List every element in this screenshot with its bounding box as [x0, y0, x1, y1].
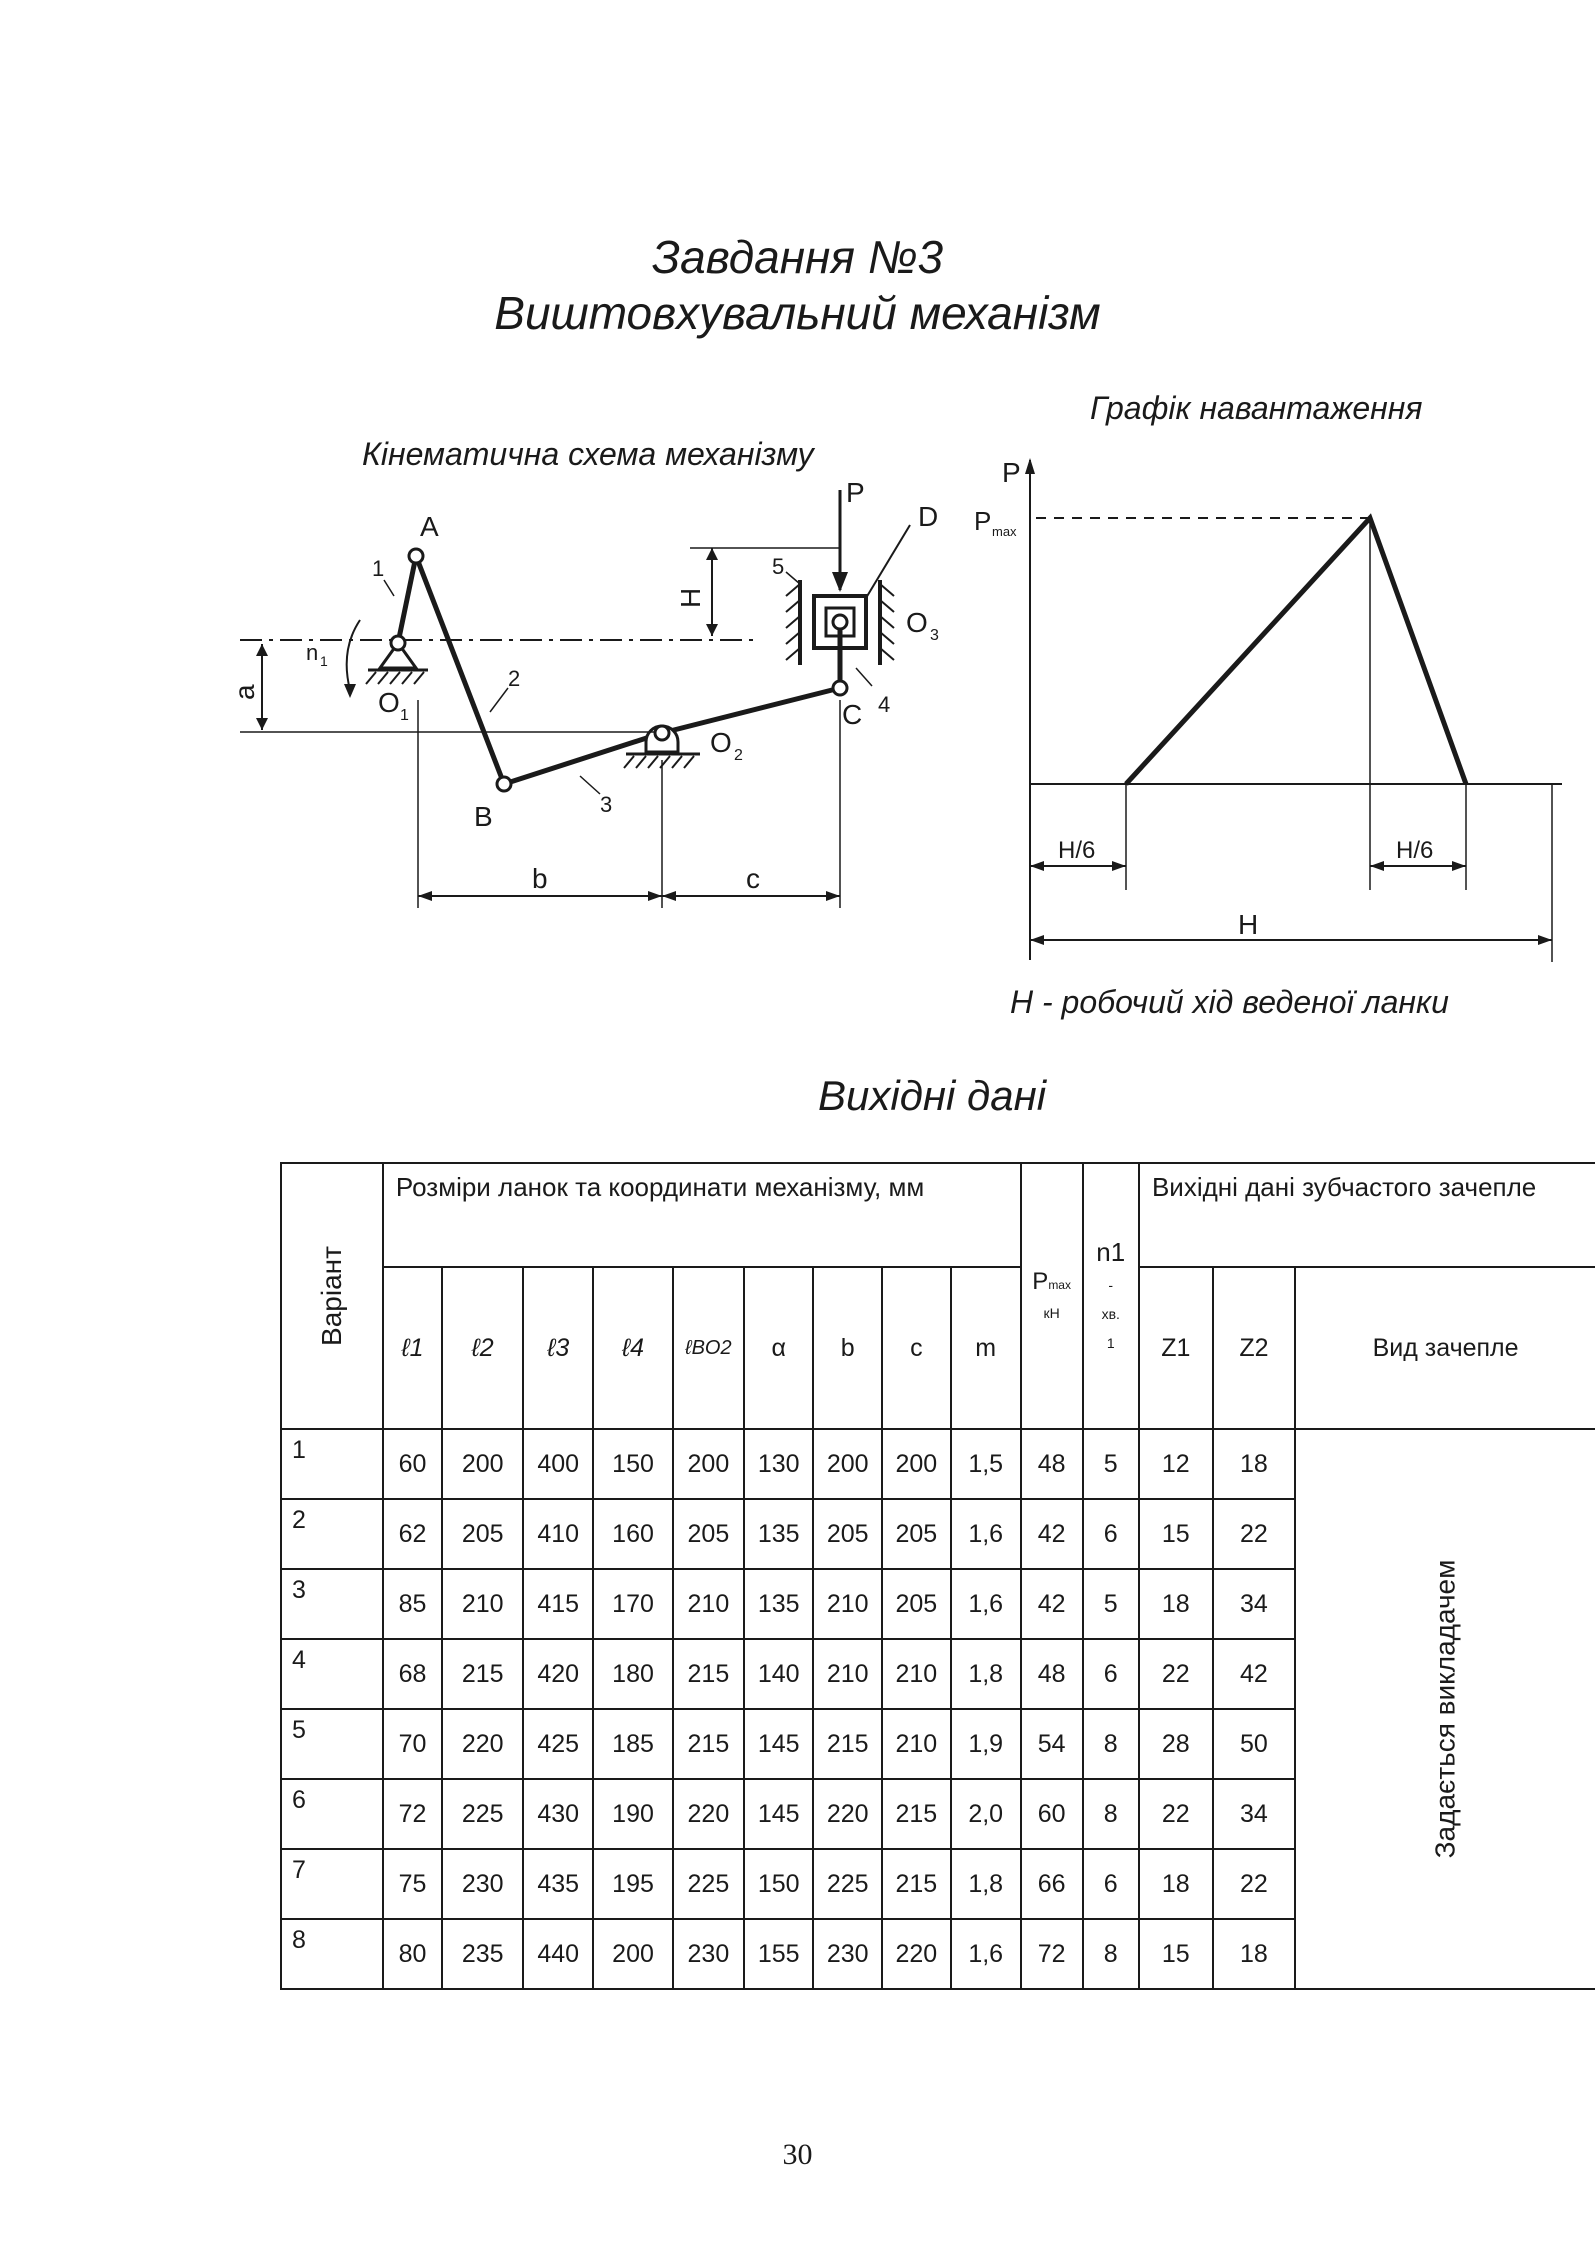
header-l2: ℓ2 [442, 1267, 523, 1429]
table-title: Вихідні дані [818, 1072, 1047, 1119]
data-cell: 1,8 [951, 1639, 1021, 1709]
data-cell: 1,6 [951, 1919, 1021, 1989]
data-cell: 205 [673, 1499, 744, 1569]
kind-value: Задається викладачем [1429, 1559, 1461, 1859]
data-cell: 5 [1083, 1569, 1139, 1639]
data-cell: 205 [882, 1499, 951, 1569]
label-o2-sub: 2 [734, 747, 743, 764]
data-cell: 215 [673, 1639, 744, 1709]
data-cell: 160 [593, 1499, 672, 1569]
header-c: c [882, 1267, 951, 1429]
data-cell: 130 [744, 1429, 813, 1499]
data-cell: 215 [882, 1849, 951, 1919]
data-cell: 230 [673, 1919, 744, 1989]
header-variant: Варіант [281, 1163, 383, 1429]
data-cell: 68 [383, 1639, 442, 1709]
header-group-dims: Розміри ланок та координати механізму, мм [383, 1163, 1021, 1267]
chart-dim-left: H/6 [1058, 837, 1096, 864]
data-cell: 66 [1021, 1849, 1083, 1919]
kind-merged-cell [1295, 1429, 1595, 1989]
table-row [281, 1429, 1595, 1499]
data-cell: 225 [673, 1849, 744, 1919]
data-cell: 34 [1213, 1779, 1295, 1849]
variant-cell: 1 [281, 1429, 383, 1499]
data-cell: 22 [1213, 1849, 1295, 1919]
data-cell: 205 [813, 1499, 882, 1569]
data-cell: 60 [383, 1429, 442, 1499]
page-subtitle: Виштовхувальний механізм [494, 287, 1101, 339]
label-link-3: 3 [600, 792, 613, 817]
data-cell: 80 [383, 1919, 442, 1989]
data-cell: 145 [744, 1709, 813, 1779]
data-cell: 6 [1083, 1639, 1139, 1709]
data-cell: 425 [523, 1709, 593, 1779]
data-cell: 220 [673, 1779, 744, 1849]
data-cell: 2,0 [951, 1779, 1021, 1849]
header-l1: ℓ1 [383, 1267, 442, 1429]
label-o2: O [710, 727, 732, 758]
data-cell: 1,6 [951, 1499, 1021, 1569]
data-cell: 205 [442, 1499, 523, 1569]
data-cell: 15 [1139, 1499, 1213, 1569]
data-cell: 435 [523, 1849, 593, 1919]
data-cell: 440 [523, 1919, 593, 1989]
data-cell: 1,8 [951, 1849, 1021, 1919]
variant-cell: 4 [281, 1639, 383, 1709]
data-cell: 18 [1213, 1919, 1295, 1989]
data-cell: 8 [1083, 1919, 1139, 1989]
data-cell: 205 [882, 1569, 951, 1639]
data-cell: 170 [593, 1569, 672, 1639]
data-cell: 145 [744, 1779, 813, 1849]
page-title: Завдання №3 [651, 231, 944, 283]
header-group-gear: Вихідні дані зубчастого зачепле [1139, 1163, 1595, 1267]
data-cell: 220 [882, 1919, 951, 1989]
data-cell: 215 [813, 1709, 882, 1779]
data-cell: 5 [1083, 1429, 1139, 1499]
header-l3: ℓ3 [523, 1267, 593, 1429]
label-link-5: 5 [772, 554, 785, 579]
header-n1: n1 - хв. 1 [1083, 1163, 1139, 1429]
data-cell: 48 [1021, 1639, 1083, 1709]
data-cell: 210 [442, 1569, 523, 1639]
data-cell: 200 [673, 1429, 744, 1499]
header-pmax: Pmax кН [1021, 1163, 1083, 1429]
data-cell: 34 [1213, 1569, 1295, 1639]
label-o3: O [906, 607, 928, 638]
label-link-2: 2 [508, 666, 521, 691]
data-cell: 210 [813, 1639, 882, 1709]
data-cell: 48 [1021, 1429, 1083, 1499]
data-cell: 210 [673, 1569, 744, 1639]
data-cell: 220 [442, 1709, 523, 1779]
data-cell: 190 [593, 1779, 672, 1849]
data-cell: 135 [744, 1499, 813, 1569]
data-table [280, 1162, 1595, 1990]
data-cell: 22 [1213, 1499, 1295, 1569]
header-lbo2: ℓBO2 [673, 1267, 744, 1429]
label-b: B [474, 801, 493, 832]
label-h: H [675, 587, 706, 608]
data-cell: 150 [593, 1429, 672, 1499]
data-cell: 1,6 [951, 1569, 1021, 1639]
chart-dim-right: H/6 [1396, 837, 1434, 864]
data-cell: 6 [1083, 1499, 1139, 1569]
header-alpha: α [744, 1267, 813, 1429]
data-cell: 18 [1213, 1429, 1295, 1499]
scheme-caption: Кінематична схема механізму [362, 436, 814, 472]
data-cell: 200 [442, 1429, 523, 1499]
header-l4: ℓ4 [593, 1267, 672, 1429]
data-cell: 70 [383, 1709, 442, 1779]
data-cell: 60 [1021, 1779, 1083, 1849]
chart-dim-total: H [1238, 909, 1259, 940]
data-cell: 235 [442, 1919, 523, 1989]
data-cell: 42 [1021, 1569, 1083, 1639]
label-a-dim: a [229, 684, 260, 700]
data-cell: 210 [882, 1639, 951, 1709]
variant-cell: 7 [281, 1849, 383, 1919]
variant-cell: 2 [281, 1499, 383, 1569]
data-cell: 230 [442, 1849, 523, 1919]
data-cell: 200 [593, 1919, 672, 1989]
data-cell: 135 [744, 1569, 813, 1639]
load-curve [1126, 518, 1466, 784]
header-m: m [951, 1267, 1021, 1429]
label-o1: O [378, 687, 400, 718]
data-cell: 195 [593, 1849, 672, 1919]
data-cell: 22 [1139, 1779, 1213, 1849]
variant-cell: 5 [281, 1709, 383, 1779]
data-cell: 1,9 [951, 1709, 1021, 1779]
table-body [281, 1429, 1595, 1989]
variant-cell: 6 [281, 1779, 383, 1849]
data-cell: 1,5 [951, 1429, 1021, 1499]
label-a: A [420, 511, 439, 542]
label-o1-sub: 1 [400, 707, 409, 724]
label-c: C [842, 699, 863, 730]
data-cell: 85 [383, 1569, 442, 1639]
header-kind: Вид зачепле [1295, 1267, 1595, 1429]
data-cell: 28 [1139, 1709, 1213, 1779]
label-n1-sub: 1 [320, 653, 328, 669]
data-cell: 215 [673, 1709, 744, 1779]
data-cell: 225 [813, 1849, 882, 1919]
data-cell: 150 [744, 1849, 813, 1919]
data-cell: 42 [1021, 1499, 1083, 1569]
label-link-1: 1 [372, 556, 385, 581]
label-n1: n [306, 640, 319, 665]
data-cell: 185 [593, 1709, 672, 1779]
data-cell: 42 [1213, 1639, 1295, 1709]
data-cell: 210 [882, 1709, 951, 1779]
data-cell: 75 [383, 1849, 442, 1919]
data-cell: 225 [442, 1779, 523, 1849]
data-cell: 22 [1139, 1639, 1213, 1709]
data-cell: 72 [383, 1779, 442, 1849]
label-c-dim: c [746, 863, 760, 894]
data-cell: 200 [813, 1429, 882, 1499]
data-cell: 72 [1021, 1919, 1083, 1989]
variant-cell: 3 [281, 1569, 383, 1639]
data-cell: 140 [744, 1639, 813, 1709]
data-cell: 18 [1139, 1569, 1213, 1639]
data-cell: 430 [523, 1779, 593, 1849]
data-cell: 200 [882, 1429, 951, 1499]
data-cell: 155 [744, 1919, 813, 1989]
page-number: 30 [782, 2138, 813, 2171]
label-link-4: 4 [878, 692, 891, 717]
header-z1: Z1 [1139, 1267, 1213, 1429]
data-cell: 215 [882, 1779, 951, 1849]
chart-pmax-sub: max [992, 524, 1017, 539]
data-cell: 410 [523, 1499, 593, 1569]
load-chart-caption: H - робочий хід веденої ланки [1010, 984, 1449, 1020]
chart-axis-p: P [1002, 457, 1021, 488]
variant-cell: 8 [281, 1919, 383, 1989]
header-b: b [813, 1267, 882, 1429]
data-cell: 400 [523, 1429, 593, 1499]
chart-pmax: P [974, 506, 992, 536]
data-cell: 12 [1139, 1429, 1213, 1499]
data-cell: 62 [383, 1499, 442, 1569]
label-b-dim: b [532, 863, 548, 894]
data-cell: 15 [1139, 1919, 1213, 1989]
label-o3-sub: 3 [930, 627, 939, 644]
data-cell: 415 [523, 1569, 593, 1639]
data-cell: 50 [1213, 1709, 1295, 1779]
label-d: D [918, 501, 939, 532]
load-chart [0, 0, 1595, 1000]
header-z2: Z2 [1213, 1267, 1295, 1429]
data-cell: 18 [1139, 1849, 1213, 1919]
load-chart-title: Графік навантаження [1090, 390, 1423, 426]
label-p: P [846, 477, 865, 508]
data-cell: 230 [813, 1919, 882, 1989]
data-cell: 215 [442, 1639, 523, 1709]
data-cell: 420 [523, 1639, 593, 1709]
data-cell: 54 [1021, 1709, 1083, 1779]
data-cell: 220 [813, 1779, 882, 1849]
data-cell: 210 [813, 1569, 882, 1639]
data-cell: 8 [1083, 1709, 1139, 1779]
data-cell: 6 [1083, 1849, 1139, 1919]
data-cell: 8 [1083, 1779, 1139, 1849]
data-cell: 180 [593, 1639, 672, 1709]
